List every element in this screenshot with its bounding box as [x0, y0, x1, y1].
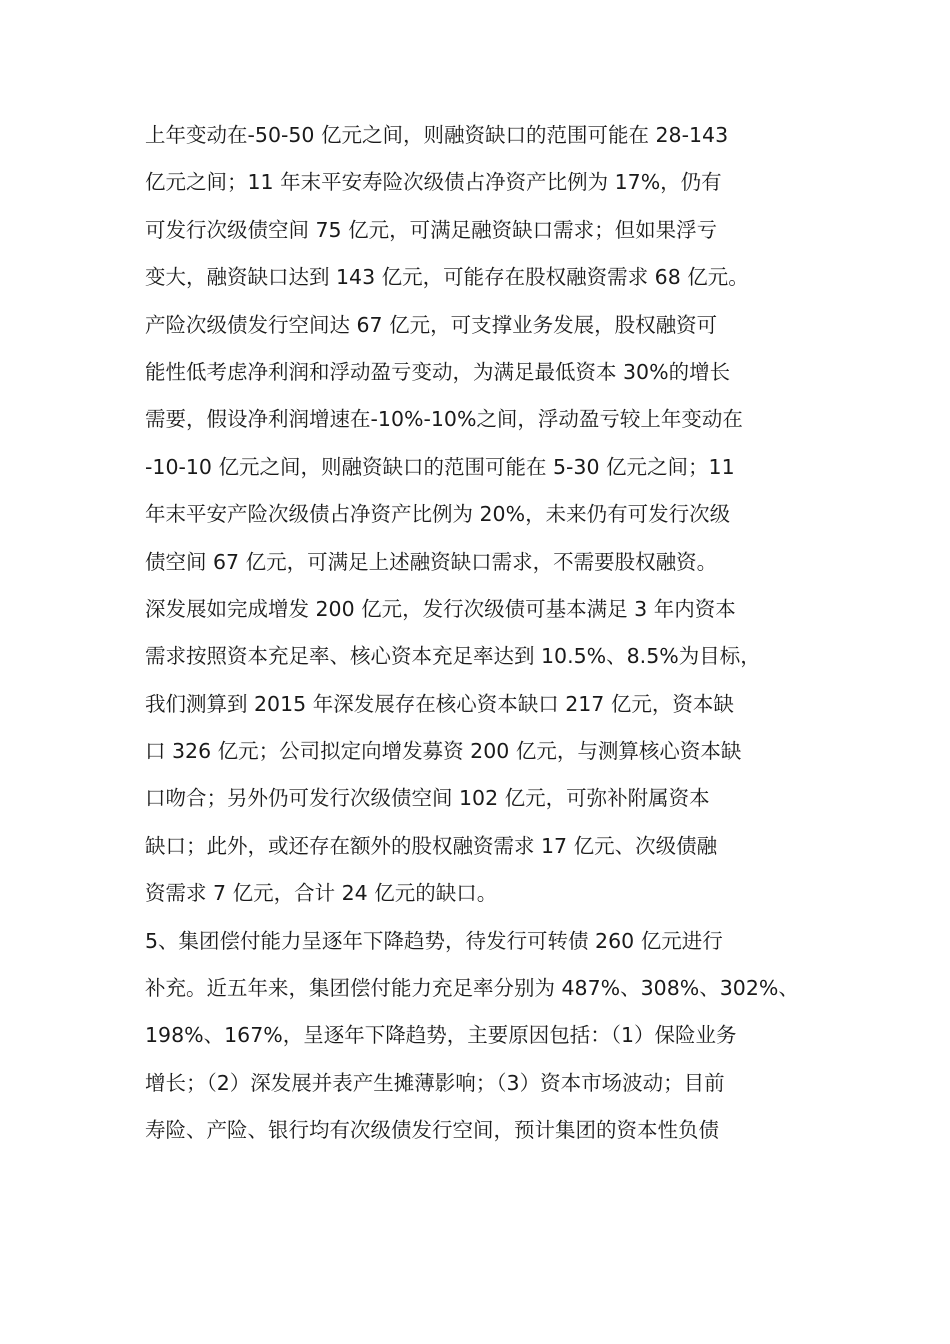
text-line: 缺口；此外，或还存在额外的股权融资需求 17 亿元、次级债融: [145, 833, 718, 858]
text-line: 亿元之间；11 年末平安寿险次级债占净资产比例为 17%，仍有: [145, 170, 722, 195]
text-line: 需求按照资本充足率、核心资本充足率达到 10.5%、8.5%为目标，: [145, 644, 761, 669]
text-line: 变大，融资缺口达到 143 亿元，可能存在股权融资需求 68 亿元。: [145, 265, 749, 290]
text-line: 口吻合；另外仍可发行次级债空间 102 亿元，可弥补附属资本: [145, 786, 710, 811]
text-line: 口 326 亿元；公司拟定向增发募资 200 亿元，与测算核心资本缺: [145, 739, 742, 764]
text-line: 年末平安产险次级债占净资产比例为 20%，未来仍有可发行次级: [145, 502, 731, 527]
text-line: 增长；（2）深发展并表产生摊薄影响；（3）资本市场波动；目前: [145, 1070, 725, 1095]
text-line: 上年变动在-50-50 亿元之间，则融资缺口的范围可能在 28-143: [145, 123, 729, 147]
text-line: 5、集团偿付能力呈逐年下降趋势，待发行可转债 260 亿元进行: [145, 928, 723, 953]
text-line: 深发展如完成增发 200 亿元，发行次级债可基本满足 3 年内资本: [145, 596, 736, 621]
text-line: 需要，假设净利润增速在-10%-10%之间，浮动盈亏较上年变动在: [145, 407, 743, 432]
text-line: 资需求 7 亿元，合计 24 亿元的缺口。: [145, 881, 498, 906]
text-line: 产险次级债发行空间达 67 亿元，可支撑业务发展，股权融资可: [145, 312, 718, 337]
text-line: -10-10 亿元之间，则融资缺口的范围可能在 5-30 亿元之间；11: [145, 454, 735, 479]
text-line: 可发行次级债空间 75 亿元，可满足融资缺口需求；但如果浮亏: [145, 217, 718, 242]
text-line: 我们测算到 2015 年深发展存在核心资本缺口 217 亿元，资本缺: [145, 691, 734, 716]
text-line: 能性低考虑净利润和浮动盈亏变动，为满足最低资本 30%的增长: [145, 359, 731, 384]
text-line: 198%、167%，呈逐年下降趋势，主要原因包括：（1）保险业务: [145, 1023, 737, 1048]
text-line: 补充。近五年来，集团偿付能力充足率分别为 487%、308%、302%、: [145, 976, 799, 1001]
body-text: [145, 116, 810, 1159]
text-line: 寿险、产险、银行均有次级债发行空间，预计集团的资本性负债: [145, 1118, 719, 1143]
text-line: 债空间 67 亿元，可满足上述融资缺口需求，不需要股权融资。: [145, 549, 718, 574]
